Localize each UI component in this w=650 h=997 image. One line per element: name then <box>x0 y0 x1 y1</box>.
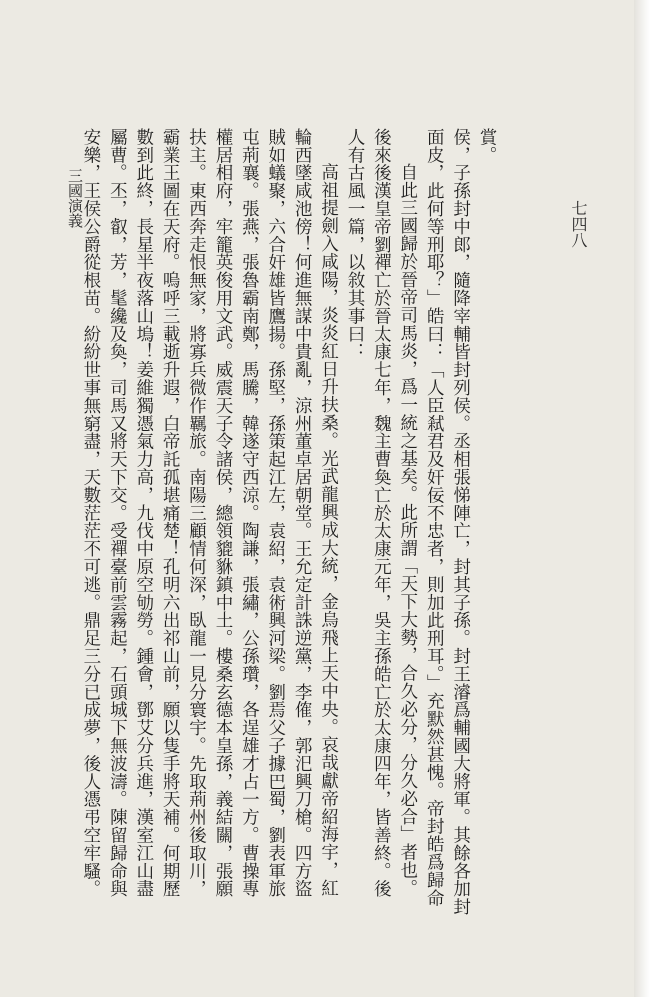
poem-line-2: 輪西墜咸池傍！何進無謀中貴亂，涼州董卓居朝堂。王允定計誅逆黨，李傕，郭汜興刀槍。四方盜 <box>292 128 313 898</box>
text-line-3: 面皮，此何等刑耶？」皓曰：「人臣弒君及奸佞不忠者，則加此刑耳。」充默然甚愧。帝封皓爲歸命 <box>424 128 445 907</box>
text-line-4: 自此三國歸於晉帝司馬炎，爲一統之基矣。此所謂「天下大勢，合久必分，分久必合」者也。 <box>397 163 418 897</box>
main-text <box>80 128 500 948</box>
poem-line-8: 數到此終，長星半夜落山塢！姜維獨憑氣力高，九伐中原空劬勞。鍾會，鄧艾分兵進，漢室江山盡 <box>133 128 154 898</box>
poem-line-4: 屯荊襄。張燕，張魯霸南鄭，馬騰，韓遂守西涼。陶謙，張繡，公孫瓚，各逞雄才占一方。曹操專 <box>239 128 260 898</box>
text-line-6: 人有古風一篇，以敘其事曰： <box>344 128 365 361</box>
text-line-2: 侯，子孫封中郎，隨降宰輔皆封列侯。丞相張悌陣亡，封其子孫。封王濬爲輔國大將軍。其餘各加封 <box>450 128 471 916</box>
poem-line-6: 扶主。東西奔走恨無家，將寡兵微作羈旅。南陽三顧情何深，臥龍一見分寰宇。先取荊州後取川， <box>186 128 207 898</box>
page-number: 七四八 <box>569 200 588 248</box>
poem-line-10: 安樂，王侯公爵從根苗。紛紛世事無窮盡，天數茫茫不可逃。鼎足三分已成夢，後人憑弔空牢騷。 <box>80 128 101 898</box>
running-title: 三國演義 <box>66 168 84 228</box>
page-edge <box>634 0 650 997</box>
text-line-5: 後來後漢皇帝劉禪亡於晉太康七年，魏主曹奐亡於太康元年，吳主孫皓亡於太康四年，皆善終。後 <box>371 128 392 898</box>
poem-line-3: 賊如蟻聚，六合奸雄皆鷹揚。孫堅，孫策起江左，袁紹，袁術興河梁。劉焉父子據巴蜀，劉表軍旅 <box>265 128 286 898</box>
text-line-1: 賞。 <box>477 128 497 164</box>
poem-line-7: 霸業王圖在天府。嗚呼三載逝升遐，白帝託孤堪痛楚！孔明六出祁山前，願以隻手將天補。何期歷 <box>160 128 181 898</box>
poem-line-5: 權居相府，牢籠英俊用文武。威震天子令諸侯，總領貔貅鎮中土。樓桑玄德本皇孫，義結關，張願 <box>212 128 233 898</box>
poem-line-9: 屬曹。丕，叡，芳，髦纔及奐，司馬又將天下交。受禪臺前雲霧起，石頭城下無波濤。陳留歸命與 <box>107 128 128 898</box>
poem-line-1: 高祖提劍入咸陽，炎炎紅日升扶桑。光武龍興成大統，金烏飛上天中央。哀哉獻帝紹海宇，紅 <box>318 163 339 897</box>
